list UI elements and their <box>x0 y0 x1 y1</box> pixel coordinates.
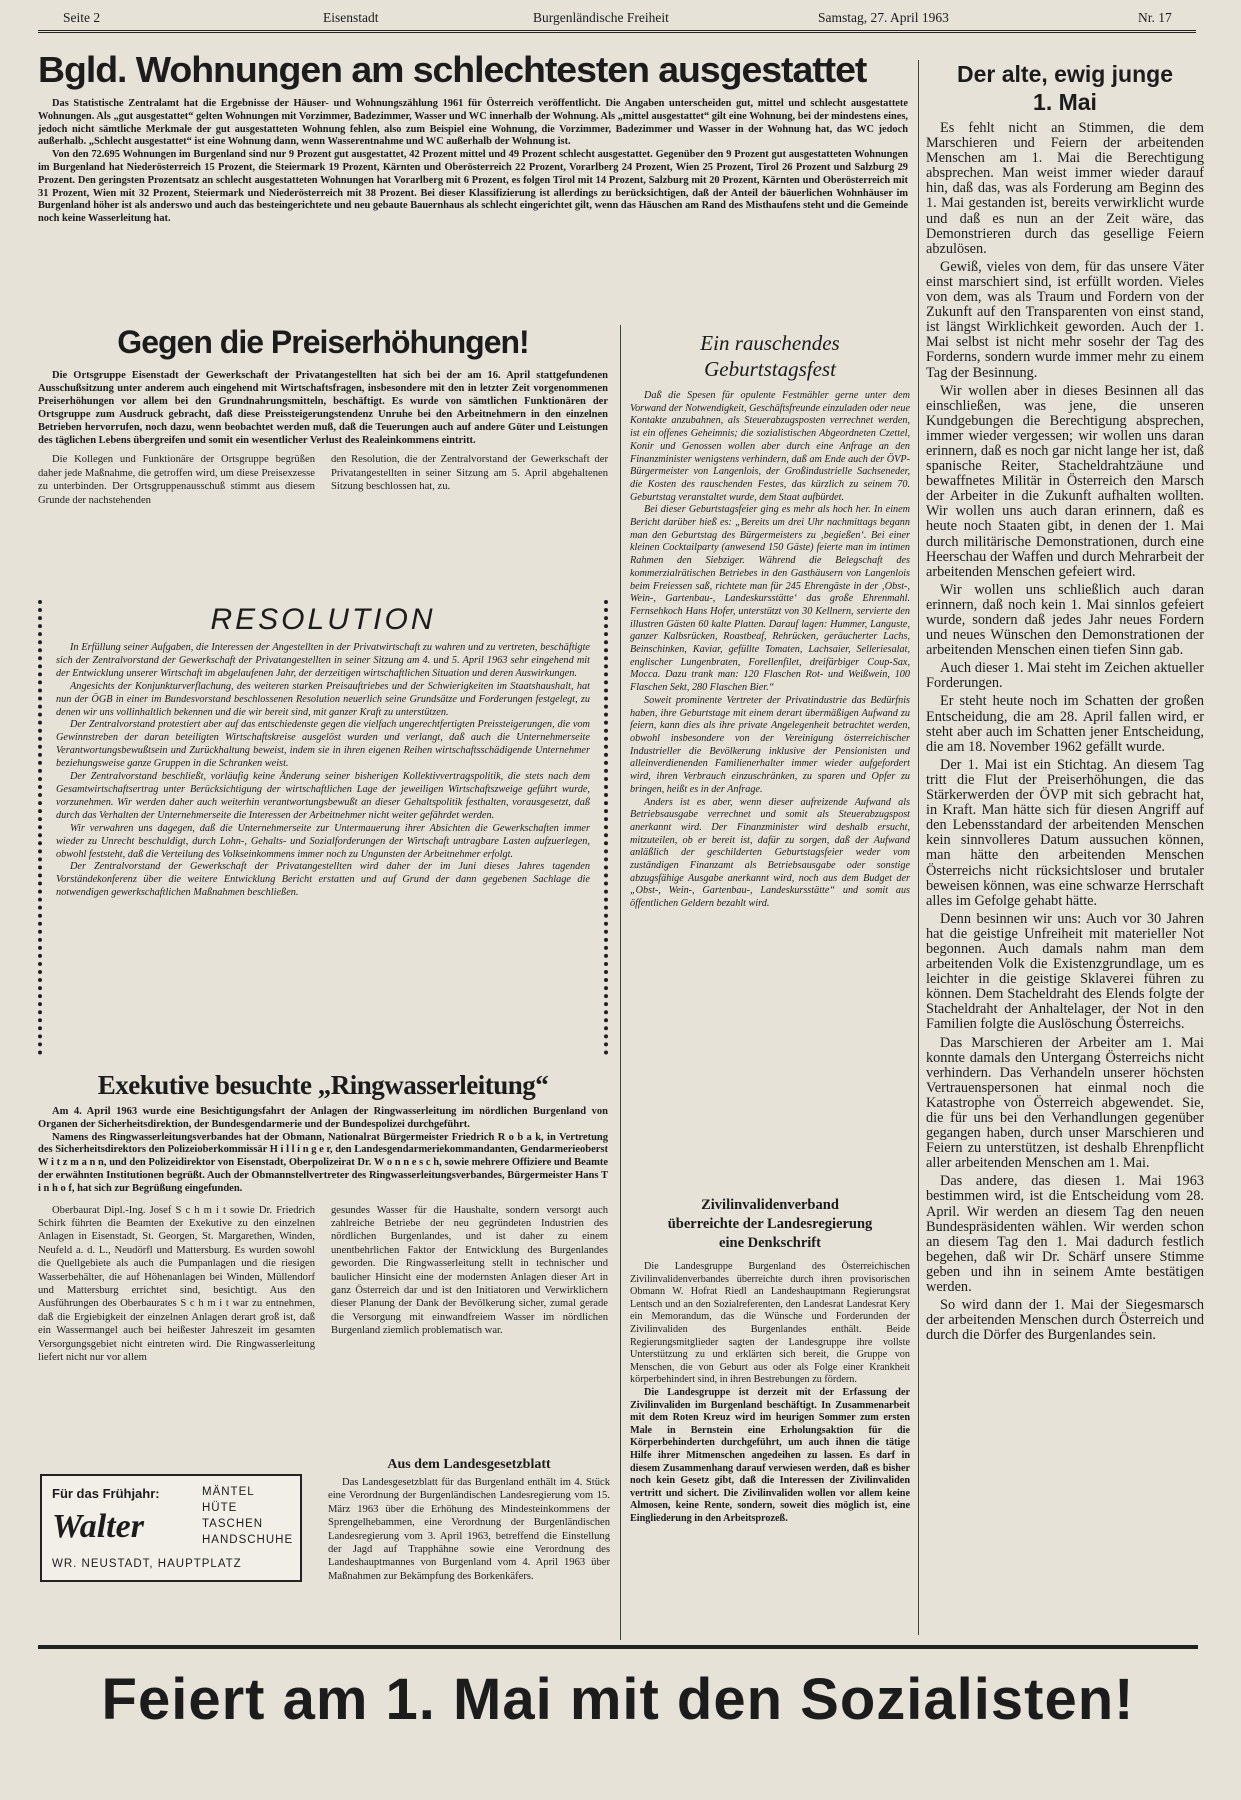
headline-housing: Bgld. Wohnungen am schlechtesten ausgestattet <box>38 49 867 90</box>
ring-water-columns <box>38 1204 608 1365</box>
paragraph: Die Kollegen und Funktionäre der Ortsgruppe begrüßen daher jede Maßnahme, die getroffen wird, um diese Preisexzesse zu unterbinden. Der Ortsgruppenausschuß stimmt aus diesem Grunde der nachstehenden <box>38 454 315 506</box>
headline-law-gazette: Aus dem Landesgesetzblatt <box>387 1457 551 1472</box>
price-columns <box>38 453 608 507</box>
article-price-increases <box>38 322 608 507</box>
paragraph: Wir verwahren uns dagegen, daß die Unternehmerseite zur Untermauerung ihrer Absichten die Gewerkschaften immer wieder zu Unrecht beschuldigt, durch Lohn-, Gehalts- und Sozialforderungen der Wirtschaft untragbare Lasten aufzuerlegen, obwohl feststeht, daß die Verteilung des Volkseinkommens immer noch zu Ungunsten der Arbeitnehmer erfolgt. <box>56 822 590 860</box>
price-column-right <box>331 453 608 507</box>
civil-invalids-body <box>630 1261 910 1525</box>
paragraph: Der Zentralvorstand der Gewerkschaft der Privatangestellten wird daher der im Juni dieses Jahres tagenden Vorständekonferenz über die weitere Entwicklung Bericht erstatten und auf Grund der dann gegebenen Sachlage die notwendigen gewerkschaftlichen Maßnahmen beschließen. <box>56 861 590 899</box>
ring-water-column-left <box>38 1204 315 1365</box>
ad-intro: Für das Frühjahr: <box>52 1486 160 1501</box>
walter-advertisement <box>40 1474 302 1582</box>
column-rule-middle <box>620 325 621 1640</box>
banner-rule <box>38 1645 1198 1649</box>
ad-item: HÜTE <box>202 1502 238 1514</box>
paragraph: Angesichts der Konjunkturverflachung, des weiteren starken Preisauftriebes und der Schwierigkeiten im Staatshaushalt, hat nun der ÖGB in einer im Bundesvorstand beschlossenen Resolution neuerlich seine Grundsätze und Forderungen festgelegt, zu denen wir uns vollinhaltlich bekennen und die wir bereit sind, mit ganzer Kraft zu unterstützen. <box>56 680 590 718</box>
ad-address: WR. NEUSTADT, HAUPTPLATZ <box>52 1558 242 1570</box>
paragraph: den Resolution, die der Zentralvorstand der Gewerkschaft der Privatangestellten in seiner Sitzung am 5. April abgehaltenen Sitzung beschlossen hat, zu. <box>331 454 608 493</box>
paragraph: Gewiß, vieles von dem, für das unsere Väter einst marschiert sind, ist erfüllt worden. Vieles von dem, was als Traum und Fordern von der Zukunft auf den Transparenten von einst stand, ist längst Wirklichkeit geworden. Auch der 1. Mai selbst ist nicht mehr sosehr der Tag des Forderns, sondern wurde immer mehr zu einem Tag der Besinnung. <box>926 258 1204 381</box>
resolution-box <box>38 600 608 1055</box>
ring-water-lead <box>38 1106 608 1196</box>
headline-price-increases: Gegen die Preiserhöhungen! <box>117 324 529 360</box>
paragraph: Die Landesgruppe ist derzeit mit der Erfassung der Zivilinvaliden im Burgenland beschäftigt. In Zusammenarbeit mit dem Roten Kreuz wird im heurigen Sommer zum ersten Male in Bernstein eine Erholungsaktion für die Körperbehinderten durchgeführt, um auch ihnen die tätige Hilfe ihrer Mitmenschen angedeihen zu lassen. Es darf in diesem Zusammenhang darauf verwiesen werden, daß es bisher noch kein Gesetz gibt, daß die Interessen der Zivilinvaliden vertritt und sichert. Die Zivilinvaliden wollen vor allem keine Almosen, keine Rente, sondern, soweit dies möglich ist, eine Eingliederung in den Arbeitsprozeß. <box>630 1386 910 1524</box>
paragraph: Der Zentralvorstand protestiert aber auf das entschiedenste gegen die vielfach ungerechtfertigten Preissteigerungen, die vom Gewinnstreben der daran beteiligten Wirtschaftskreise ausgelöst wurden und verlangt, daß auch die Unternehmerseite Verantwortungsbewußtsein und Zurückhaltung beweist, indem sie in ihren eigenen Reihen wirtschaftsschädigende Unternehmer beziehungsweise ganze Gruppen in die Schranken weist. <box>56 719 590 770</box>
paragraph: Namens des Ringwasserleitungsverbandes hat der Obmann, Nationalrat Bürgermeister Friedrich R o b a k, in Vertretung des Sicherheitsdirektors den Polizeioberkommissär H i l l i n g e r, den Landesgendarmeriekommandanten, Gendarmerieoberst W i t z m a n n, und den Polizeidirektor von Eisenstadt, Oberpolizeirat Dr. W o n n e s c h, sowie mehrere Offiziere und Beamte der erwähnten Institutionen begrüßt. Auch der Obmannstellvertreter des Ringwasserleitungsverbandes, Bürgermeister Hans T i n h o f, hat sich zur Begrüßung eingefunden. <box>38 1131 608 1194</box>
paragraph: Das Landesgesetzblatt für das Burgenland enthält im 4. Stück eine Verordnung der Burgenländischen Landesregierung vom 15. März 1963 über die Erhöhung des Mindesteinkommens der Sprengelhebammen, eine Verordnung der Burgenländischen Landesregierung vom 3. April 1963, betreffend die Einstellung der Jagd auf Trapphähne sowie eine Verordnung des Landeshauptmannes von Burgenland vom 4. April 1963 über Maßnahmen zur Bekämpfung des Borkenkäfers. <box>328 1477 610 1582</box>
page-header <box>38 8 1196 33</box>
price-column-left <box>38 453 315 507</box>
paragraph: Er steht heute noch im Schatten der großen Entscheidung, die am 28. April fallen wird, er steht aber auch im Schatten jener Entscheidung, die am 18. November 1962 gefällt wurde. <box>926 693 1204 755</box>
paragraph: Anders ist es aber, wenn dieser aufreizende Aufwand als Betriebsausgabe verrechnet und somit als Steuerabzugspost anerkannt wird. Der Finanzminister wird deshalb ersucht, mitzuteilen, ob er bereit ist, dafür zu sorgen, daß der Aufwand anläßlich der geschilderten Geburtstagsfeier weder vom zuständigen Finanzamt als Betriebsausgabe oder sonstige abzugsfähige Ausgabe anerkannt wird, noch aus dem Budget der „Obst-, Wein-, Gartenbau-, Landeskursstätte“ und somit aus öffentlichen Geldern bezahlt wird. <box>630 796 910 910</box>
paragraph: Die Ortsgruppe Eisenstadt der Gewerkschaft der Privatangestellten hat sich bei der am 16. April stattgefundenen Ausschußsitzung unter anderem auch eingehend mit Wirtschaftsfragen, insbesondere mit den in letzter Zeit vorgenommenen Preiserhöhungen vor allem bei den Grundnahrungsmitteln, beschäftigt. Es wurde von sämtlichen Funktionären der Ortsgruppe zum Ausdruck gebracht, daß diese Preissteigerungstendenz Unruhe bei den Arbeitnehmern in den einzelnen Betrieben hervorrufen, noch dazu, wenn beobachtet werden muß, daß die Teuerungen auch auf andere Güter und Leistungen des täglichen Lebens übergreifen und somit ein wesentlicher Verlust des Realeinkommens eintritt. <box>38 370 608 446</box>
paragraph: gesundes Wasser für die Haushalte, sondern versorgt auch zahlreiche Betriebe der neu gegründeten Industrien des nördlichen Burgenlandes, und ist daher zu einem unentbehrlichen Faktor der Entwicklung des Burgenlandes geworden. Die Ringwasserleitung stellt in technischer und baulicher Hinsicht eine der modernsten Anlagen dieser Art in ganz Österreich dar und ist den Initiatoren und Verwirklichern dieser Planung der Dank der Bevölkerung sicher, zumal gerade die Versorgung mit einwandfreiem Wasser im nördlichen Burgenland ziemlich problematisch war. <box>331 1204 608 1337</box>
header-date: Samstag, 27. April 1963 <box>818 10 949 25</box>
headline-may-day-line1: Der alte, ewig junge <box>957 61 1173 87</box>
headline-civil-invalids <box>630 1196 910 1253</box>
headline-birthday-line2: Geburtstagsfest <box>704 357 836 381</box>
resolution-title: RESOLUTION <box>210 603 436 636</box>
ad-item: HANDSCHUHE <box>202 1534 294 1546</box>
page-number: Seite 2 <box>63 10 101 25</box>
paragraph: Bei dieser Geburtstagsfeier ging es mehr als hoch her. In einem Bericht darüber hieß es: „Bereits um drei Uhr nachmittags begann man den Geburtstag des Bürgermeisters zu ‚begießen‘. Bei einer kleinen Cocktailparty (anwesend 150 Gäste) feierte man im intimen Rahmen den Siebziger. Während die Belegschaft des kommerzialrätischen Betriebes in den Gasthäusern von Langenlois beim Freiessen saß, richtete man für 245 Ehrengäste in der ‚Obst-, Wein-, Gartenbau-, Landeskursstätte‘ das große Ehrenmahl. Fernsehkoch Hans Hofer, unterstützt von 30 Kellnern, servierte den illustren Gästen 60 kalte Platten. Darauf lagen: Hummer, Languste, ganzer Kalbsrücken, Roastbeaf, Rehrücken, geräucherter Lachs, Beinschinken, Kaviar, gefüllte Tomaten, Lachsaier, Selleriesalat, englischer Lungenbraten, Forellenfilet, dreifärbiger Coup-Sax, Mocca. Dazu trank man: 120 Flaschen Rot- und Weißwein, 100 Flaschen Sekt, 280 Flaschen Bier.“ <box>630 504 910 694</box>
article-civil-invalids <box>630 1196 910 1525</box>
ad-item: MÄNTEL <box>202 1486 255 1498</box>
may-day-body <box>926 121 1204 1343</box>
article-law-gazette <box>328 1456 610 1583</box>
headline-ring-water: Exekutive besuchte „Ringwasserleitung“ <box>97 1070 549 1100</box>
price-lead <box>38 370 608 447</box>
headline-civil-invalids-line1: Zivilinvalidenverband <box>701 1197 839 1213</box>
article-ring-water <box>38 1068 608 1364</box>
paragraph: Von den 72.695 Wohnungen im Burgenland sind nur 9 Prozent gut ausgestattet, 42 Prozent mittel und 49 Prozent schlecht ausgestattet. Gegenüber den 9 Prozent gut ausgestatteten Wohnungen im Burgenland hat Niederösterreich 15 Prozent, die Steiermark 19 Prozent, Kärnten und Oberösterreich 22 Prozent, Vorarlberg 24 Prozent, Wien 25 Prozent, Tirol 26 Prozent und Salzburg 29 Prozent. Den geringsten Prozentsatz an schlecht ausgestatteten Wohnungen hat Vorarlberg mit 6 Prozent, es folgen Tirol mit 14 Prozent, Salzburg mit 20 Prozent, Kärnten und Oberösterreich mit 31 Prozent, Wien mit 32 Prozent, Steiermark und Niederösterreich mit 38 Prozent. Bei dieser Klassifizierung ist allerdings zu berücksichtigen, daß der Anteil der bäuerlichen Wohnhäuser im Burgenland höher ist als anderswo und auch das besteingerichtete und neu gebaute Bauernhaus als schlecht eingerichtet gilt, wenn das Häuschen am Rand des Misthaufens steht und die Gemeinde noch keine Wasserleitung hat. <box>38 149 908 225</box>
banner-text: Feiert am 1. Mai mit den Sozialisten! <box>101 1667 1135 1732</box>
headline-birthday <box>630 330 910 382</box>
column-rule-right <box>918 60 919 1635</box>
paragraph: Der Zentralvorstand beschließt, vorläufig keine Änderung seiner bisherigen Kollektivvertragspolitik, die stets nach dem Gesamtwirtschaftsertrag unter Berücksichtigung der wirtschaftlichen Lage der jeweiligen Wirtschaftszweige geführt wurde, vorzunehmen. Wir werden daher auch weiterhin verantwortungsbewußt an dieser Gehaltspolitik festhalten, vorausgesetzt, daß durch das Verhalten der Unternehmerseite die Interessen der Arbeitnehmer nicht weiter gefährdet werden. <box>56 771 590 821</box>
law-gazette-body <box>328 1476 610 1583</box>
paragraph: Das andere, das diesen 1. Mai 1963 bestimmen wird, ist die Entscheidung vom 28. April. Wir werden an diesem Tag den neuen Bundespräsidenten wählen. Wir werden schon an diesem Tag den 1. Mai dadurch festlich begehen, daß wir Dr. Schärf unsere Stimme geben und ihn in seinem Amte bestätigen werden. <box>926 1173 1204 1296</box>
ad-items <box>202 1484 293 1548</box>
headline-may-day <box>926 60 1204 116</box>
headline-civil-invalids-line3: eine Denkschrift <box>719 1235 821 1251</box>
header-paper-name: Burgenländische Freiheit <box>533 10 669 25</box>
article-may-day <box>926 60 1204 1346</box>
headline-may-day-line2: 1. Mai <box>1033 89 1097 115</box>
paragraph: Die Landesgruppe Burgenland des Österreichischen Zivilinvalidenverbandes überreichte durch ihren provisorischen Obmann W. Hofrat Riedl an Landeshauptmann Regierungsrat Lentsch und an den Sozialreferenten, den Landesrat Landesrat Kery ein Memorandum, das die Wünsche und Forderunden der Zivilinvaliden des Burgenlandes enthält. Beide Regierungsmitglieder sagten der Landesgruppe ihre vollste Unterstützung zu und erklärten sich bereit, die Gruppe von Menschen, die von Geburt aus oder als Folge einer Krankheit körperbehindert sind, in ihren Bestrebungen zu fördern. <box>630 1261 910 1386</box>
paragraph: Soweit prominente Vertreter der Privatindustrie das Bedürfnis haben, ihre Geburtstage mit einem derart übermäßigen Aufwand zu feiern, kann dies als ihre private Angelegenheit betrachtet werden, obwohl insbesondere von der Vereinigung österreichischer Industrieller die Bevölkerung inklusive der Pensionisten und alleinverdienenden Familienerhalter immer wieder aufgefordert wird, ihren Verbrauch einzuschränken, zu sparen und Opfer zu bringen, heißt es in der Anfrage. <box>630 694 910 795</box>
paragraph: So wird dann der 1. Mai der Siegesmarsch der arbeitenden Menschen durch Österreich und durch die Dörfer des Burgenlandes sein. <box>926 1297 1204 1344</box>
paragraph: Auch dieser 1. Mai steht im Zeichen aktueller Forderungen. <box>926 660 1204 692</box>
resolution-body <box>56 642 590 900</box>
ring-water-column-right <box>331 1204 608 1365</box>
header-issue-number: Nr. 17 <box>1138 10 1172 25</box>
paragraph: Daß die Spesen für opulente Festmähler gerne unter dem Vorwand der Notwendigkeit, Geschäftsfreunde einzuladen oder neue Kontakte anzubahnen, als Steuerabzugsposten verrechnet werden, ist ein offenes Geheimnis; die sozialistischen Abgeordneten Czettel, Konir und Genossen wollen aber durch eine Anfrage an den Finanzminister wenigstens verhindern, daß am Ende auch der ÖVP-Bürgermeister von Langenlois, der Großindustrielle Sachseneder, die Kosten des rauschenden Festes, das kürzlich zu seinem 70. Geburtstag veranstaltet wurde, dem Staat aufbürdet. <box>630 390 910 503</box>
paragraph: In Erfüllung seiner Aufgaben, die Interessen der Angestellten in der Privatwirtschaft zu wahren und zu vertreten, beschäftigte sich der Zentralvorstand der Gewerkschaft der Privatangestellten in seiner Sitzung am 4. und 5. April 1963 sehr eingehend mit der Entwicklung unserer Wirtschaft im abgelaufenen Jahr, der derzeitigen wirtschaftlichen Situation und deren Auswirkungen. <box>56 642 590 679</box>
paragraph: Das Marschieren der Arbeiter am 1. Mai konnte damals den Untergang Österreichs nicht verhindern. Das Verhandeln unserer höchsten Vertrauenspersonen hat einmal noch die Katastrophe von Österreich abgewendet. Sie, die für uns bei den Verhandlungen gegenüber gegangen haben, durch unser Marschieren und Feiern zu unterstützen, ist deshalb Ehrenpflicht aller arbeitenden Menschen am 1. Mai. <box>926 1034 1204 1172</box>
paragraph: Es fehlt nicht an Stimmen, die dem Marschieren und Feiern der arbeitenden Menschen am 1. Mai die Berechtigung absprechen. Man weist immer wieder darauf hin, daß das, was als Forderung am Beginn des 1. Mai gestanden ist, bereits verwirklicht wurde und daß es nun an der Zeit wäre, das Demonstrieren durch das gesellige Feiern abzulösen. <box>926 120 1204 257</box>
headline-civil-invalids-line2: überreichte der Landesregierung <box>667 1216 873 1232</box>
article-birthday <box>630 330 910 911</box>
header-city: Eisenstadt <box>323 10 379 25</box>
paragraph: Am 4. April 1963 wurde eine Besichtigungsfahrt der Anlagen der Ringwasserleitung im nördlichen Burgenland von Organen der Sicherheitsdirektion, der Bundesgendarmerie und der Bundespolizei durchgeführt. <box>38 1106 608 1130</box>
paragraph: Das Statistische Zentralamt hat die Ergebnisse der Häuser- und Wohnungszählung 1961 für Österreich veröffentlicht. Die Angaben unterscheiden gut, mittel und schlecht ausgestattete Wohnungen. Als „gut ausgestattet“ gelten Wohnungen mit Vorzimmer, Badezimmer, Wasser und WC innerhalb der Wohnung. Als „mittel ausgestattet“ gilt eine Wohnung, bei der mindestens eines, jedoch nicht sämtliche Merkmale der gut ausgestatteten Wohnung fehlen, also zum Beispiel eine Wohnung, die Vorzimmer, Badezimmer und Wasser in der Wohnung hat, das WC jedoch außerhalb. „Schlecht ausgestattet“ ist eine Wohnung dann, wenn Wasserentnahme und WC außerhalb der Wohnung ist. <box>38 98 908 148</box>
article-housing <box>38 48 908 226</box>
ad-brand: Walter <box>52 1508 144 1545</box>
ad-item: TASCHEN <box>202 1518 264 1530</box>
paragraph: Oberbaurat Dipl.-Ing. Josef S c h m i t sowie Dr. Friedrich Schirk führten die Beamten der Exekutive zu den einzelnen Anlagen in Eisenstadt, St. Georgen, St. Margarethen, Winden, Neufeld a. d. L., Neudörfl und Mattersburg. Es wurden sowohl die Quellgebiete als auch die Pumpanlagen und die riesigen Wasserbehälter, die auf Höhenanlagen bei Winden, Müllendorf und Mattersburg errichtet sind, besichtigt. Aus den Ausführungen des Oberbaurates S c h m i t war zu entnehmen, daß die Ergiebigkeit der einzelnen Anlagen derart groß ist, daß ein Wassermangel auch bei heißester Jahreszeit im gesamten Versorgungsgebiet nicht eintreten wird. Die Ringwasserleitung liefert nicht nur vor allem <box>38 1204 315 1364</box>
paragraph: Denn besinnen wir uns: Auch vor 30 Jahren hat die geistige Unfreiheit mit materieller Not begonnen. Auch damals nahm man dem arbeitenden Volk die Existenzgrundlage, um es leichter in die geistige Sklaverei führen zu können. Dem Stacheldraht des Elends folgte der Stacheldraht der Anhaltelager, der Not in den Familien folgte die Auslöschung Österreichs. <box>926 910 1204 1033</box>
birthday-body <box>630 390 910 911</box>
headline-birthday-line1: Ein rauschendes <box>700 331 840 355</box>
housing-body <box>38 98 908 226</box>
paragraph: Wir wollen uns schließlich auch daran erinnern, daß noch kein 1. Mai sinnlos gefeiert wurde, sondern daß jedes Jahr neues Fordern und neues Wünschen den Demonstrationen der arbeitenden Menschen einen tiefen Sinn gab. <box>926 581 1204 659</box>
may-day-banner <box>38 1660 1198 1740</box>
paragraph: Wir wollen aber in dieses Besinnen all das einschließen, was jene, die unseren Kundgebungen die Berechtigung absprechen, immer wieder vergessen; wir wollen uns daran erinnern, daß es noch gar nicht lange her ist, daß spanische Reiter, Stacheldrahtzäune und bewaffnetes Militär in Österreich den Marsch der Arbeiter in die Zukunft aufhalten wollten. Wir wollen uns auch daran erinnern, daß es heute noch Staaten gibt, in denen der 1. Mai durch militärische Demonstrationen, durch eine Heerschau der Waffen und durch Mehrarbeit der arbeitenden Menschen gefeiert wird. <box>926 382 1204 580</box>
paragraph: Der 1. Mai ist ein Stichtag. An diesem Tag tritt die Flut der Preiserhöhungen, die das Stärkerwerden der ÖVP mit sich gebracht hat, in Kraft. Man hätte sich für diesen Angriff auf den Lebensstandard der arbeitenden Menschen kein sinnvolleres Datum aussuchen können, man hätte den arbeitenden Menschen Österreichs nicht rücksichtsloser und brutaler beweisen können, was eine schwarze Herrschaft alles im Gefolge gehabt hätte. <box>926 756 1204 909</box>
